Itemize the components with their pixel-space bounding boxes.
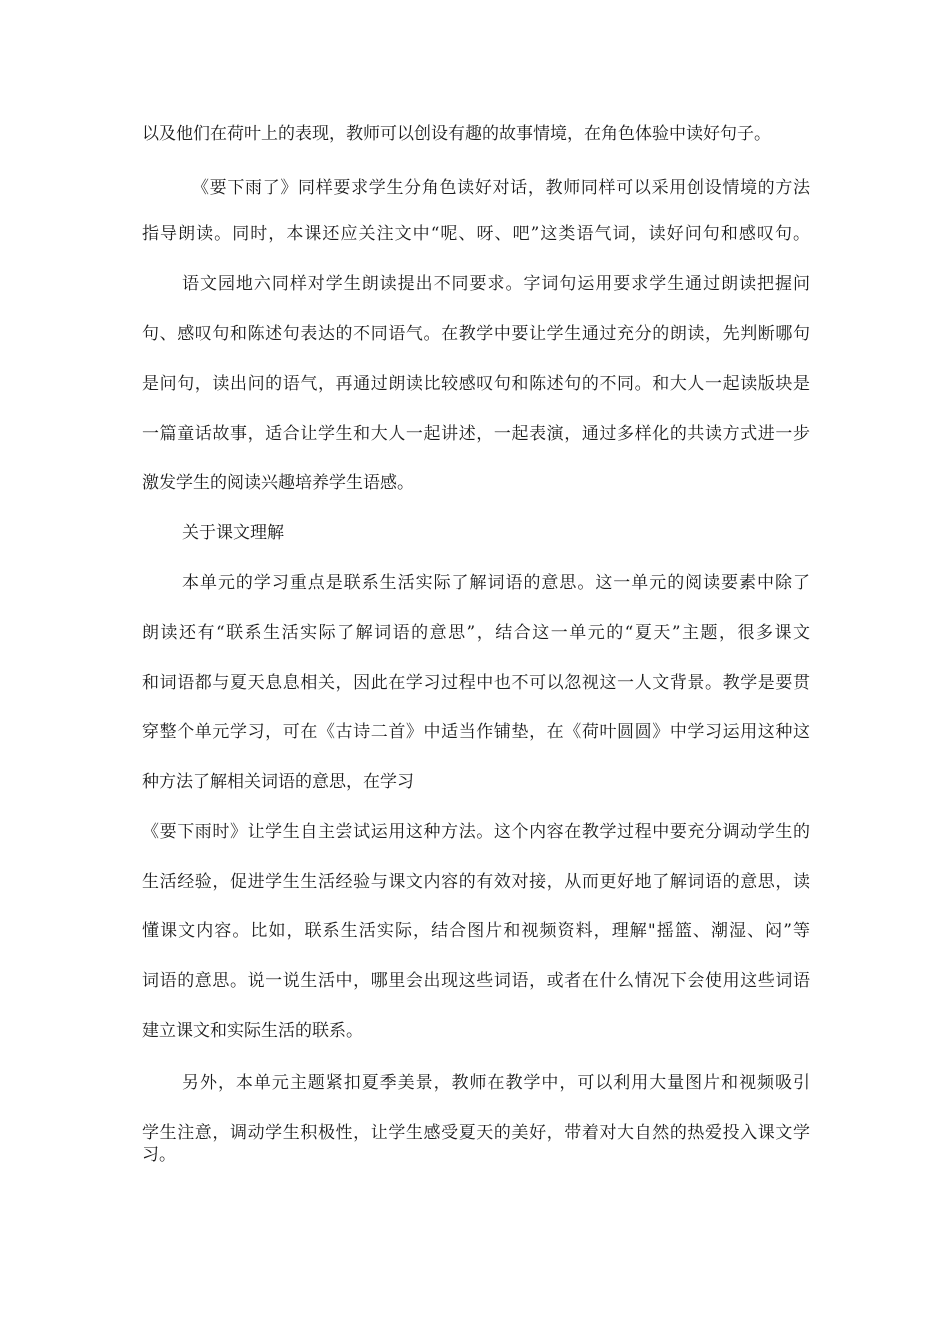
paragraph-line: 激发学生的阅读兴趣培养学生语感。 [142,473,414,493]
paragraph-line: 朗读还有“联系生活实际了解词语的意思”，结合这一单元的“夏天”主题，很多课文 [142,623,810,643]
paragraph-line: 生活经验，促进学生生活经验与课文内容的有效对接，从而更好地了解词语的意思，读 [142,872,810,892]
section-heading: 关于课文理解 [182,523,284,543]
paragraph-line: 另外，本单元主题紧扣夏季美景，教师在教学中，可以利用大量图片和视频吸引 [182,1073,810,1093]
paragraph-line: 指导朗读。同时，本课还应关注文中“呢、呀、吧”这类语气词，读好问句和感叹句。 [142,224,810,244]
paragraph-line: 一篇童话故事，适合让学生和大人一起讲述，一起表演，通过多样化的共读方式进一步 [142,424,810,444]
paragraph-line: 词语的意思。说一说生活中，哪里会出现这些词语，或者在什么情况下会使用这些词语 [142,971,810,991]
paragraph-line: 本单元的学习重点是联系生活实际了解词语的意思。这一单元的阅读要素中除了 [182,573,810,593]
paragraph-line: 句、感叹句和陈述句表达的不同语气。在教学中要让学生通过充分的朗读，先判断哪句 [142,324,810,344]
paragraph-line: 学生注意，调动学生积极性，让学生感受夏天的美好，带着对大自然的热爱投入课文学 [142,1123,810,1143]
paragraph-line: 以及他们在荷叶上的表现，教师可以创设有趣的故事情境，在角色体验中读好句子。 [142,124,771,144]
paragraph-line: 《要下雨时》让学生自主尝试运用这种方法。这个内容在教学过程中要充分调动学生的 [142,822,810,842]
paragraph-line: 是问句，读出问的语气，再通过朗读比较感叹句和陈述句的不同。和大人一起读版块是 [142,374,810,394]
paragraph-line: 《要下雨了》同样要求学生分角色读好对话，教师同样可以采用创设情境的方法 [192,178,810,198]
paragraph-line: 穿整个单元学习，可在《古诗二首》中适当作铺垫，在《荷叶圆圆》中学习运用这种这 [142,722,810,742]
paragraph-line: 懂课文内容。比如，联系生活实际，结合图片和视频资料，理解"摇篮、潮湿、闷”等 [142,921,810,941]
paragraph-line: 建立课文和实际生活的联系。 [142,1021,363,1041]
paragraph-line: 种方法了解相关词语的意思，在学习 [142,772,414,792]
paragraph-line: 习。 [142,1145,176,1165]
paragraph-line: 语文园地六同样对学生朗读提出不同要求。字词句运用要求学生通过朗读把握问 [182,274,810,294]
paragraph-line: 和词语都与夏天息息相关，因此在学习过程中也不可以忽视这一人文背景。教学是要贯 [142,673,810,693]
